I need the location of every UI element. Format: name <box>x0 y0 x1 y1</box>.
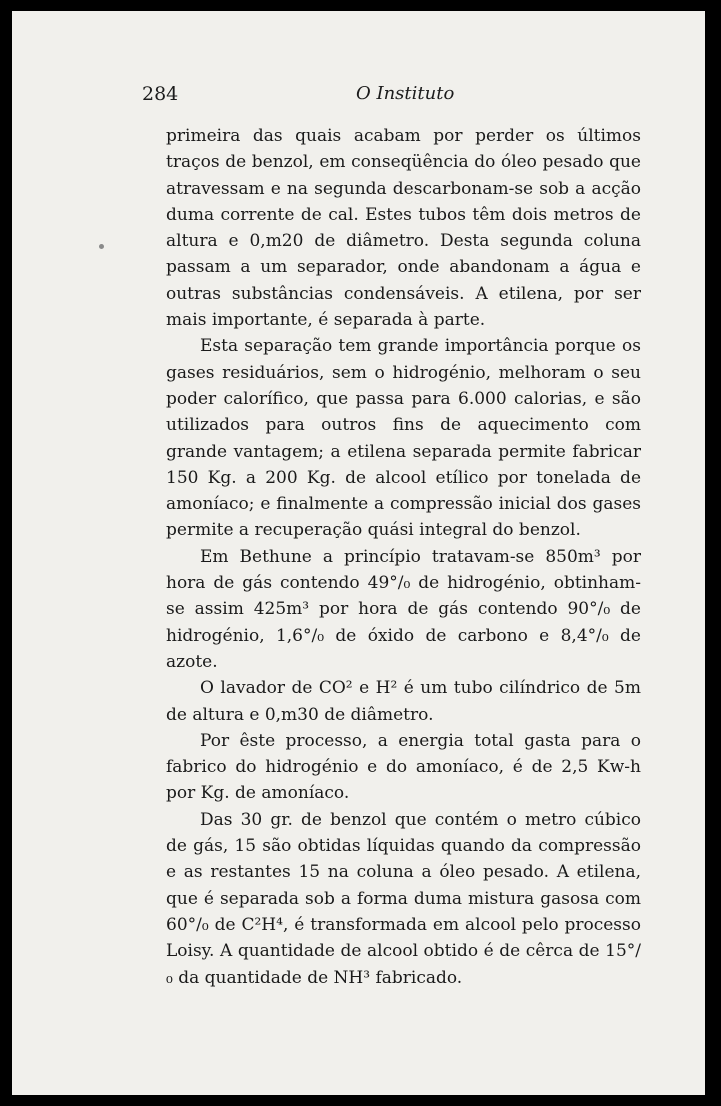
book-page <box>12 11 705 1095</box>
page-number: 284 <box>142 83 179 105</box>
paragraph-washer: O lavador de CO² e H² é um tubo cilíndrico de 5m de altura e 0,m30 de diâmetro. <box>166 678 641 725</box>
paragraph-benzol: Das 30 gr. de benzol que contém o metro cúbico de gás, 15 são obtidas líquidas quando da compressão e as restantes 15 na coluna a óleo pesado. A etilena, que é separada sob a forma duma mistura gasosa com 60°/₀ de C²H⁴, é transformada em alcool pelo processo Loisy. A quantidade de alcool obtido é de cêrca de 15°/₀ da quantidade de NH³ fabricado. <box>166 809 641 988</box>
body-text <box>166 123 641 991</box>
margin-speck <box>99 244 104 249</box>
page-header <box>12 83 705 111</box>
paragraph-separation-importance: Esta separação tem grande importância porque os gases residuários, sem o hidrogénio, melhoram o seu poder calorífico, que passa para 6.000 calorias, e são utilizados para outros fins de aquecimento com grande vantagem; a etilena separada permite fabricar 150 Kg. a 200 Kg. de alcool etílico por tonelada de amoníaco; e finalmente a compressão inicial dos gases permite a recuperação quási integral do benzol. <box>166 336 641 541</box>
paragraph-continuation: primeira das quais acabam por perder os últimos traços de benzol, em conseqüência do óleo pesado que atravessam e na segunda descarbonam-se sob a acção duma corrente de cal. Estes tubos têm dois metros de altura e 0,m20 de diâmetro. Desta segunda coluna passam a um separador, onde abandonam a água e outras substâncias condensáveis. A etilena, por ser mais importante, é separada à parte. <box>166 126 641 331</box>
running-title: O Instituto <box>356 83 455 104</box>
paragraph-energy: Por êste processo, a energia total gasta para o fabrico do hidrogénio e do amoníaco, é de 2,5 Kw-h por Kg. de amoníaco. <box>166 730 641 804</box>
paragraph-bethune: Em Bethune a princípio tratavam-se 850m³ por hora de gás contendo 49°/₀ de hidrogénio, obtinham-se assim 425m³ por hora de gás contendo 90°/₀ de hidrogénio, 1,6°/₀ de óxido de carbono e 8,4°/₀ de azote. <box>166 546 641 672</box>
